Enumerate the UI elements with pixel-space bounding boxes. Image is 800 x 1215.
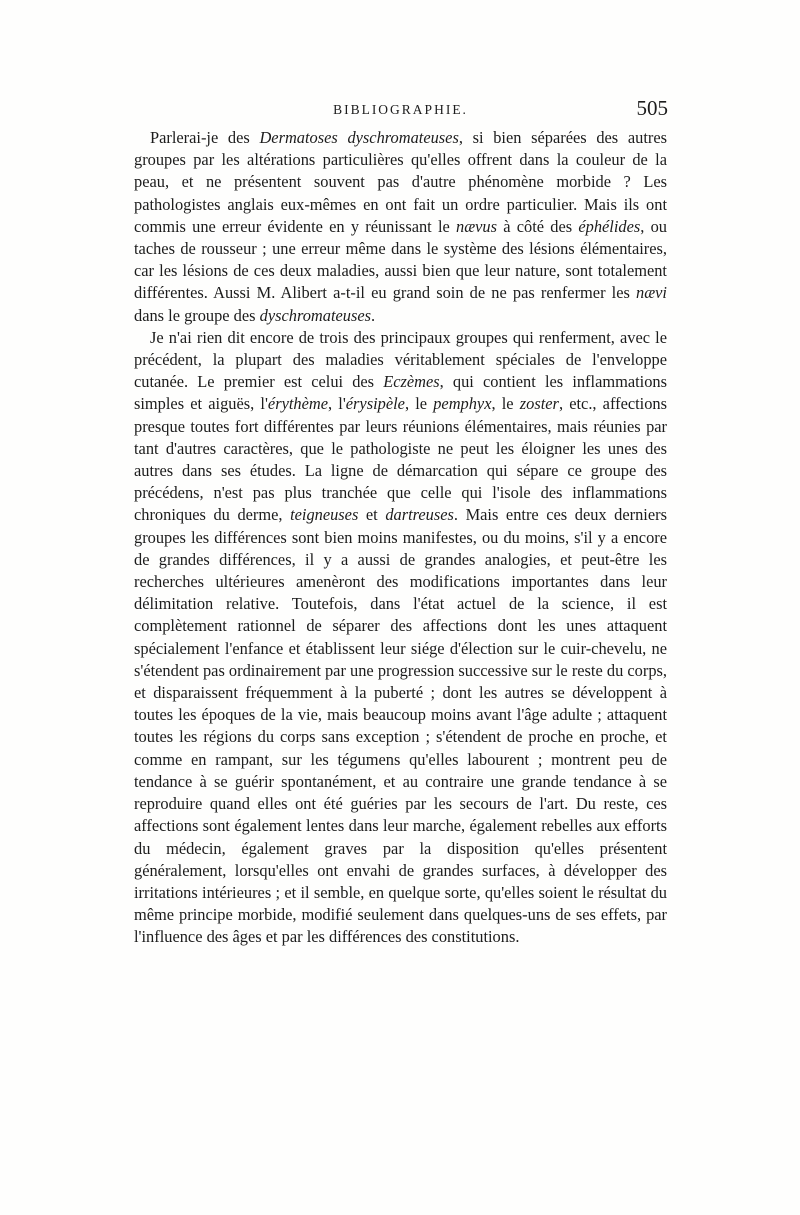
text-segment: Je n'ai rien dit encore de trois des principaux groupes qui renferment, avec le précédent, la plupart des maladies véritablement spéciales de l'enveloppe cutanée. Le premier est celui des bbox=[134, 327, 667, 392]
italic-term: nævi bbox=[636, 283, 667, 303]
italic-term: zoster bbox=[519, 394, 559, 414]
running-head: BIBLIOGRAPHIE. bbox=[333, 102, 468, 117]
text-segment: à côté des bbox=[497, 216, 579, 236]
text-segment: . Mais entre ces deux derniers groupes les différences sont bien moins manifestes, ou du moins, s'il y a encore de grandes différences, il y a aussi de grandes analogies, et peut-être les recherches ultérieures amenèront des modifications importantes dans leur délimitation relative. Toutefois, dans l'état actuel de la science, il est complètement rationnel de séparer des affections dont les unes attaquent spécialement l'enfance et établissent leur siége d'élection sur le cuir-chevelu, ne s'étendent pas ordinairement par une progression successive sur le reste du corps, et disparaissent fréquemment à la puberté ; dont les autres se développent à toutes les époques de la vie, mais beaucoup moins avant l'âge adulte ; attaquent toutes les régions du corps sans exception ; s'étendent de proche en proche, et comme en rampant, sur les tégumens qu'elles labourent ; montrent peu de tendance à se guérir spontanément, et au contraire une grande tendance à se reproduire quand elles ont été guéries par les secours de l'art. Du reste, ces affections sont également lentes dans leur marche, également rebelles aux efforts du médecin, également graves par la disposition qu'elles présentent généralement, lorsqu'elles ont envahi de grandes surfaces, à développer des irritations intérieures ; et il semble, en quelque sorte, qu'elles soient le résultat du même principe morbide, modifié seulement dans quelques-uns de ses effets, par l'influence des âges et par les différences des constitutions. bbox=[134, 505, 667, 947]
italic-term: Dermatoses dyschromateuses bbox=[259, 128, 459, 147]
text-segment: , le bbox=[404, 394, 434, 414]
text-segment: et bbox=[358, 505, 386, 525]
italic-term: éphélides bbox=[578, 216, 641, 236]
italic-term: érythème bbox=[267, 394, 328, 414]
text-segment: , ou taches de rousseur ; une erreur même dans le système des lésions élémentaires, car les lésions de ces deux maladies, aussi bien que leur nature, sont totalement différentes. Aussi M. Alibert a-t-il eu grand soin de ne pas renfermer les bbox=[134, 216, 667, 303]
text-segment: , le bbox=[491, 394, 520, 414]
italic-term: érysipèle bbox=[345, 394, 405, 414]
text-segment: , si bien séparées des autres groupes par les altérations particulières qu'elles offrent dans la couleur de la peau, et ne présentent souvent pas d'autre phénomène morbide ? Les pathologistes anglais eux-mêmes en ont fait un ordre particulier. Mais ils ont commis une erreur évidente en y réunissant le bbox=[134, 128, 668, 236]
paragraph-dermatoses bbox=[134, 127, 667, 327]
body-text bbox=[134, 127, 667, 949]
italic-term: pemphyx bbox=[433, 394, 492, 414]
italic-term: dartreuses bbox=[385, 505, 454, 525]
page-number: 505 bbox=[636, 96, 668, 120]
text-segment: Parlerai-je des bbox=[150, 128, 260, 147]
text-segment: . bbox=[371, 305, 376, 325]
paragraph-groupes bbox=[134, 327, 667, 949]
text-segment: dans le groupe des bbox=[134, 305, 260, 325]
page-header bbox=[133, 96, 668, 126]
italic-term: teigneuses bbox=[290, 505, 359, 525]
text-segment: , etc., affections presque toutes fort différentes par leurs réunions élémentaires, mais réunies par tant d'autres caractères, que le pathologiste ne peut les éloigner les unes des autres dans ses études. La ligne de démarcation qui sépare ce groupe des précédens, n'est pas plus tranchée que celle qui l'isole des inflammations chroniques du derme, bbox=[134, 394, 668, 525]
italic-term: dyschromateuses bbox=[259, 305, 372, 325]
text-segment: , l' bbox=[328, 394, 346, 414]
italic-term: Eczèmes bbox=[383, 372, 440, 392]
text-segment: , qui contient les inflammations simples et aiguës, l' bbox=[134, 372, 667, 414]
italic-term: nævus bbox=[456, 216, 497, 236]
